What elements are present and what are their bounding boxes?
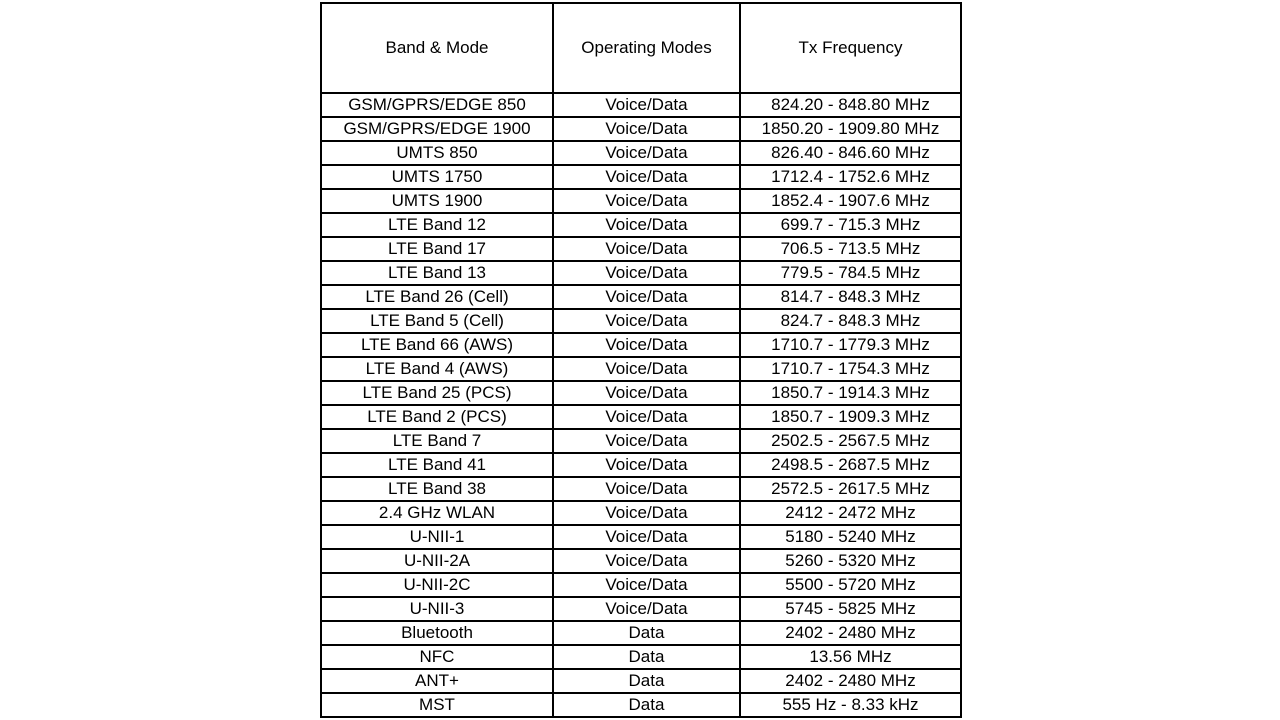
tx-frequency-cell: 1712.4 - 1752.6 MHz xyxy=(740,165,961,189)
operating-mode-cell: Voice/Data xyxy=(553,237,740,261)
band-mode-cell: NFC xyxy=(321,645,553,669)
band-mode-cell: U-NII-2A xyxy=(321,549,553,573)
band-mode-cell: U-NII-3 xyxy=(321,597,553,621)
tx-frequency-cell: 2402 - 2480 MHz xyxy=(740,669,961,693)
operating-mode-cell: Voice/Data xyxy=(553,213,740,237)
band-mode-cell: LTE Band 12 xyxy=(321,213,553,237)
table-row xyxy=(321,477,961,501)
table-row xyxy=(321,453,961,477)
table-row xyxy=(321,549,961,573)
tx-frequency-cell: 1852.4 - 1907.6 MHz xyxy=(740,189,961,213)
operating-mode-cell: Voice/Data xyxy=(553,477,740,501)
operating-mode-cell: Voice/Data xyxy=(553,549,740,573)
band-mode-cell: Bluetooth xyxy=(321,621,553,645)
band-mode-cell: GSM/GPRS/EDGE 1900 xyxy=(321,117,553,141)
band-mode-cell: LTE Band 66 (AWS) xyxy=(321,333,553,357)
operating-mode-cell: Voice/Data xyxy=(553,573,740,597)
operating-mode-cell: Voice/Data xyxy=(553,261,740,285)
band-mode-cell: UMTS 1900 xyxy=(321,189,553,213)
band-mode-cell: MST xyxy=(321,693,553,717)
tx-frequency-cell: 2402 - 2480 MHz xyxy=(740,621,961,645)
tx-frequency-cell: 5745 - 5825 MHz xyxy=(740,597,961,621)
operating-mode-cell: Voice/Data xyxy=(553,525,740,549)
header-operating-modes: Operating Modes xyxy=(553,3,740,93)
band-mode-cell: LTE Band 4 (AWS) xyxy=(321,357,553,381)
table-row xyxy=(321,645,961,669)
tx-frequency-cell: 1710.7 - 1779.3 MHz xyxy=(740,333,961,357)
tx-frequency-cell: 826.40 - 846.60 MHz xyxy=(740,141,961,165)
band-mode-cell: LTE Band 13 xyxy=(321,261,553,285)
table-row xyxy=(321,237,961,261)
tx-frequency-cell: 5260 - 5320 MHz xyxy=(740,549,961,573)
table-row xyxy=(321,261,961,285)
operating-mode-cell: Voice/Data xyxy=(553,381,740,405)
operating-mode-cell: Voice/Data xyxy=(553,357,740,381)
table-header xyxy=(321,3,961,93)
operating-mode-cell: Voice/Data xyxy=(553,285,740,309)
table-body xyxy=(321,93,961,717)
table-row xyxy=(321,429,961,453)
operating-mode-cell: Data xyxy=(553,693,740,717)
operating-mode-cell: Voice/Data xyxy=(553,501,740,525)
operating-mode-cell: Voice/Data xyxy=(553,453,740,477)
operating-mode-cell: Voice/Data xyxy=(553,429,740,453)
tx-frequency-cell: 706.5 - 713.5 MHz xyxy=(740,237,961,261)
tx-frequency-cell: 824.20 - 848.80 MHz xyxy=(740,93,961,117)
operating-mode-cell: Voice/Data xyxy=(553,333,740,357)
band-mode-cell: LTE Band 26 (Cell) xyxy=(321,285,553,309)
tx-frequency-cell: 2412 - 2472 MHz xyxy=(740,501,961,525)
band-mode-cell: UMTS 850 xyxy=(321,141,553,165)
table-row xyxy=(321,621,961,645)
table-row xyxy=(321,381,961,405)
band-mode-cell: LTE Band 38 xyxy=(321,477,553,501)
frequency-table xyxy=(320,2,962,718)
operating-mode-cell: Voice/Data xyxy=(553,93,740,117)
band-mode-cell: U-NII-2C xyxy=(321,573,553,597)
tx-frequency-cell: 2572.5 - 2617.5 MHz xyxy=(740,477,961,501)
table-row xyxy=(321,165,961,189)
tx-frequency-cell: 2498.5 - 2687.5 MHz xyxy=(740,453,961,477)
tx-frequency-cell: 555 Hz - 8.33 kHz xyxy=(740,693,961,717)
band-mode-cell: GSM/GPRS/EDGE 850 xyxy=(321,93,553,117)
table-row xyxy=(321,117,961,141)
table-row xyxy=(321,693,961,717)
table-row xyxy=(321,597,961,621)
header-row xyxy=(321,3,961,93)
operating-mode-cell: Data xyxy=(553,669,740,693)
operating-mode-cell: Voice/Data xyxy=(553,117,740,141)
band-mode-cell: ANT+ xyxy=(321,669,553,693)
table-row xyxy=(321,189,961,213)
tx-frequency-cell: 1710.7 - 1754.3 MHz xyxy=(740,357,961,381)
band-mode-cell: LTE Band 5 (Cell) xyxy=(321,309,553,333)
tx-frequency-cell: 824.7 - 848.3 MHz xyxy=(740,309,961,333)
table-row xyxy=(321,213,961,237)
tx-frequency-cell: 779.5 - 784.5 MHz xyxy=(740,261,961,285)
table-row xyxy=(321,141,961,165)
tx-frequency-cell: 1850.7 - 1909.3 MHz xyxy=(740,405,961,429)
band-mode-cell: 2.4 GHz WLAN xyxy=(321,501,553,525)
table-row xyxy=(321,573,961,597)
table-row xyxy=(321,93,961,117)
operating-mode-cell: Voice/Data xyxy=(553,597,740,621)
band-mode-cell: LTE Band 7 xyxy=(321,429,553,453)
operating-mode-cell: Voice/Data xyxy=(553,141,740,165)
band-mode-cell: LTE Band 25 (PCS) xyxy=(321,381,553,405)
operating-mode-cell: Voice/Data xyxy=(553,189,740,213)
table-row xyxy=(321,357,961,381)
operating-mode-cell: Voice/Data xyxy=(553,309,740,333)
tx-frequency-cell: 13.56 MHz xyxy=(740,645,961,669)
tx-frequency-cell: 2502.5 - 2567.5 MHz xyxy=(740,429,961,453)
table-row xyxy=(321,309,961,333)
band-mode-cell: U-NII-1 xyxy=(321,525,553,549)
tx-frequency-cell: 1850.7 - 1914.3 MHz xyxy=(740,381,961,405)
tx-frequency-cell: 699.7 - 715.3 MHz xyxy=(740,213,961,237)
tx-frequency-cell: 5500 - 5720 MHz xyxy=(740,573,961,597)
tx-frequency-cell: 814.7 - 848.3 MHz xyxy=(740,285,961,309)
table-row xyxy=(321,405,961,429)
operating-mode-cell: Data xyxy=(553,645,740,669)
table-row xyxy=(321,669,961,693)
tx-frequency-cell: 1850.20 - 1909.80 MHz xyxy=(740,117,961,141)
header-band-mode: Band & Mode xyxy=(321,3,553,93)
band-mode-cell: LTE Band 2 (PCS) xyxy=(321,405,553,429)
operating-mode-cell: Voice/Data xyxy=(553,165,740,189)
table-row xyxy=(321,525,961,549)
header-tx-frequency: Tx Frequency xyxy=(740,3,961,93)
table-row xyxy=(321,333,961,357)
band-mode-cell: LTE Band 41 xyxy=(321,453,553,477)
tx-frequency-cell: 5180 - 5240 MHz xyxy=(740,525,961,549)
band-mode-cell: LTE Band 17 xyxy=(321,237,553,261)
operating-mode-cell: Data xyxy=(553,621,740,645)
table-row xyxy=(321,285,961,309)
table-row xyxy=(321,501,961,525)
band-mode-cell: UMTS 1750 xyxy=(321,165,553,189)
operating-mode-cell: Voice/Data xyxy=(553,405,740,429)
